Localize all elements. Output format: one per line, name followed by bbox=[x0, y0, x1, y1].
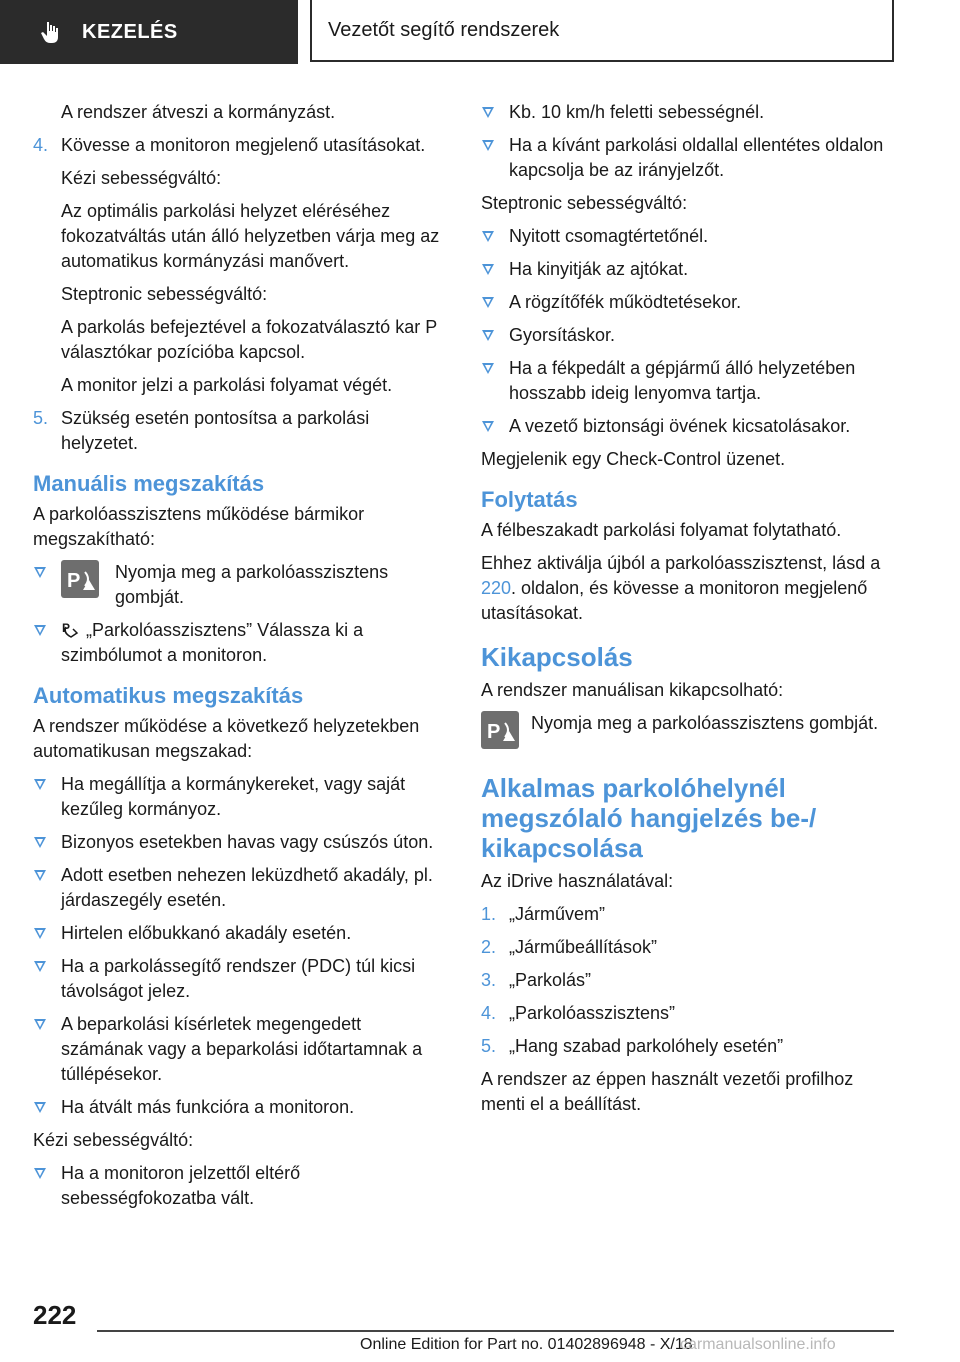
step-number: 4. bbox=[33, 135, 49, 155]
list-item: 5. „Hang szabad parkolóhely esetén” bbox=[481, 1036, 784, 1056]
manual-abort-item-2 bbox=[33, 618, 445, 668]
list-item: A beparkolási kísérletek megengedett számának vagy a beparkolási időtartamnak a túllépésekor. bbox=[33, 1012, 445, 1087]
bullet-triangle-icon bbox=[482, 363, 494, 374]
bullet-triangle-icon bbox=[34, 928, 46, 939]
step-number: 5. bbox=[33, 408, 49, 428]
step-text: Szükség esetén pontosítsa a parkolási helyzetet. bbox=[61, 408, 370, 453]
chapter-tab bbox=[310, 0, 894, 62]
list-item: Hirtelen előbukkanó akadály esetén. bbox=[33, 921, 445, 946]
list-item: 4. „Parkolóasszisztens” bbox=[481, 1003, 676, 1023]
svg-text:P: P bbox=[487, 721, 501, 743]
park-assist-button-icon bbox=[61, 560, 99, 598]
step-5 bbox=[33, 406, 445, 456]
bullet-triangle-icon bbox=[482, 140, 494, 151]
list-item: Ha kinyitják az ajtókat. bbox=[481, 257, 901, 282]
manual-gear-label: Kézi sebességváltó: bbox=[61, 168, 222, 188]
check-control-text: Megjelenik egy Check-Control üzenet. bbox=[481, 449, 786, 469]
auto-abort-heading: Automatikus megszakítás bbox=[33, 683, 304, 708]
list-item: Ha a kívánt parkolási oldallal ellentétes oldalon kapcsolja be az irányjelzőt. bbox=[481, 133, 901, 183]
steptronic-label: Steptronic sebességváltó: bbox=[61, 284, 268, 304]
bullet-triangle-icon bbox=[482, 107, 494, 118]
bullet-triangle-icon bbox=[34, 1102, 46, 1113]
bullet-triangle-icon bbox=[34, 779, 46, 790]
list-item: Gyorsításkor. bbox=[481, 323, 901, 348]
auto-abort-text: A rendszer működése a következő helyzetekben automatikusan megszakad: bbox=[33, 716, 420, 761]
list-item: A vezető biztonsági övének kicsatolásakor. bbox=[481, 414, 901, 439]
off-item bbox=[481, 711, 901, 757]
steptronic-label: Steptronic sebességváltó: bbox=[481, 193, 688, 213]
continue-text-1: A félbeszakadt parkolási folyamat folytatható. bbox=[481, 520, 842, 540]
list-item: Ha a fékpedált a gépjármű álló helyzetében hosszabb ideig lenyomva tartja. bbox=[481, 356, 901, 406]
bullet-triangle-icon bbox=[34, 837, 46, 848]
page-link[interactable]: 220 bbox=[481, 578, 512, 598]
manual-abort-item-1 bbox=[33, 560, 445, 610]
page-number: 222 bbox=[33, 1300, 77, 1330]
signal-intro: Az iDrive használatával: bbox=[481, 871, 674, 891]
off-heading: Kikapcsolás bbox=[481, 642, 633, 672]
section-label: KEZELÉS bbox=[82, 20, 178, 43]
bullet-triangle-icon bbox=[34, 1019, 46, 1030]
park-assist-button-icon bbox=[481, 711, 519, 749]
list-item: Adott esetben nehezen leküzdhető akadály, pl. járdaszegély esetén. bbox=[33, 863, 445, 913]
list-item: Kb. 10 km/h feletti sebességnél. bbox=[481, 100, 901, 125]
bullet-triangle-icon bbox=[34, 870, 46, 881]
chapter-label: Vezetőt segítő rendszerek bbox=[328, 18, 560, 41]
off-text: A rendszer manuálisan kikapcsolható: bbox=[481, 680, 784, 700]
signal-heading: Alkalmas parkolóhelynél megszólaló hangjelzés be-/ kikapcsolása bbox=[481, 773, 817, 863]
list-item: Ha megállítja a kormánykereket, vagy saját kezűleg kormányoz. bbox=[33, 772, 445, 822]
bullet-triangle-icon bbox=[34, 1168, 46, 1179]
intro-text: A rendszer átveszi a kormányzást. bbox=[61, 102, 336, 122]
list-item: 1. „Járművem” bbox=[481, 904, 606, 924]
list-item: 2. „Járműbeállítások” bbox=[481, 937, 658, 957]
list-item: 3. „Parkolás” bbox=[481, 970, 592, 990]
step-text: Kövesse a monitoron megjelenő utasításokat. bbox=[61, 135, 426, 155]
bullet-triangle-icon bbox=[482, 421, 494, 432]
manual-gear-label-2: Kézi sebességváltó: bbox=[33, 1130, 194, 1150]
bullet-triangle-icon bbox=[34, 961, 46, 972]
steptronic-text: A parkolás befejeztével a fokozatválasztó kar P választókar pozícióba kapcsol. bbox=[61, 317, 437, 362]
bullet-triangle-icon bbox=[34, 567, 46, 578]
continue-text-2: Ehhez aktiválja újból a parkolóasszisztenst, lásd a 220. oldalon, és kövesse a monitoron megjelenő utasításokat. bbox=[481, 553, 881, 623]
list-item: A rögzítőfék működtetésekor. bbox=[481, 290, 901, 315]
manual-abort-heading: Manuális megszakítás bbox=[33, 471, 265, 496]
list-item: Ha átvált más funkcióra a monitoron. bbox=[33, 1095, 445, 1120]
watermark-text: carmanualsonline.info bbox=[680, 1336, 836, 1353]
bullet-triangle-icon bbox=[34, 625, 46, 636]
left-column bbox=[33, 100, 445, 1219]
list-item: Bizonyos esetekben havas vagy csúszós úton. bbox=[33, 830, 445, 855]
item-text: Nyomja meg a parkolóasszisztens gombját. bbox=[115, 562, 389, 607]
continue-heading: Folytatás bbox=[481, 487, 578, 512]
item-text: „Parkolóasszisztens” Válassza ki a szimbólumot a monitoron. bbox=[61, 620, 364, 665]
bullet-triangle-icon bbox=[482, 330, 494, 341]
park-assist-symbol-icon bbox=[61, 619, 81, 639]
footer-divider bbox=[97, 1330, 894, 1332]
list-item: Nyitott csomagtértetőnél. bbox=[481, 224, 901, 249]
list-item: Ha a parkolássegítő rendszer (PDC) túl kicsi távolságot jelez. bbox=[33, 954, 445, 1004]
bullet-triangle-icon bbox=[482, 264, 494, 275]
section-tab bbox=[0, 0, 298, 64]
signal-outro: A rendszer az éppen használt vezetői profilhoz menti el a beállítást. bbox=[481, 1069, 854, 1114]
svg-text:P: P bbox=[62, 621, 71, 635]
right-column bbox=[481, 100, 901, 1125]
bullet-triangle-icon bbox=[482, 231, 494, 242]
manual-abort-text: A parkolóasszisztens működése bármikor megszakítható: bbox=[33, 504, 365, 549]
monitor-end-text: A monitor jelzi a parkolási folyamat végét. bbox=[61, 375, 393, 395]
svg-text:P: P bbox=[67, 570, 81, 592]
edition-text: Online Edition for Part no. 01402896948 - X/18 bbox=[360, 1336, 693, 1353]
manual-gear-text: Az optimális parkolási helyzet eléréséhez fokozatváltás után álló helyzetben várja meg az automatikus kormányzási manővert. bbox=[61, 201, 440, 271]
step-4 bbox=[33, 133, 445, 158]
hand-icon bbox=[38, 19, 64, 45]
item-text: Nyomja meg a parkolóasszisztens gombját. bbox=[531, 713, 879, 733]
list-item: Ha a monitoron jelzettől eltérő sebességfokozatba vált. bbox=[33, 1161, 445, 1211]
bullet-triangle-icon bbox=[482, 297, 494, 308]
